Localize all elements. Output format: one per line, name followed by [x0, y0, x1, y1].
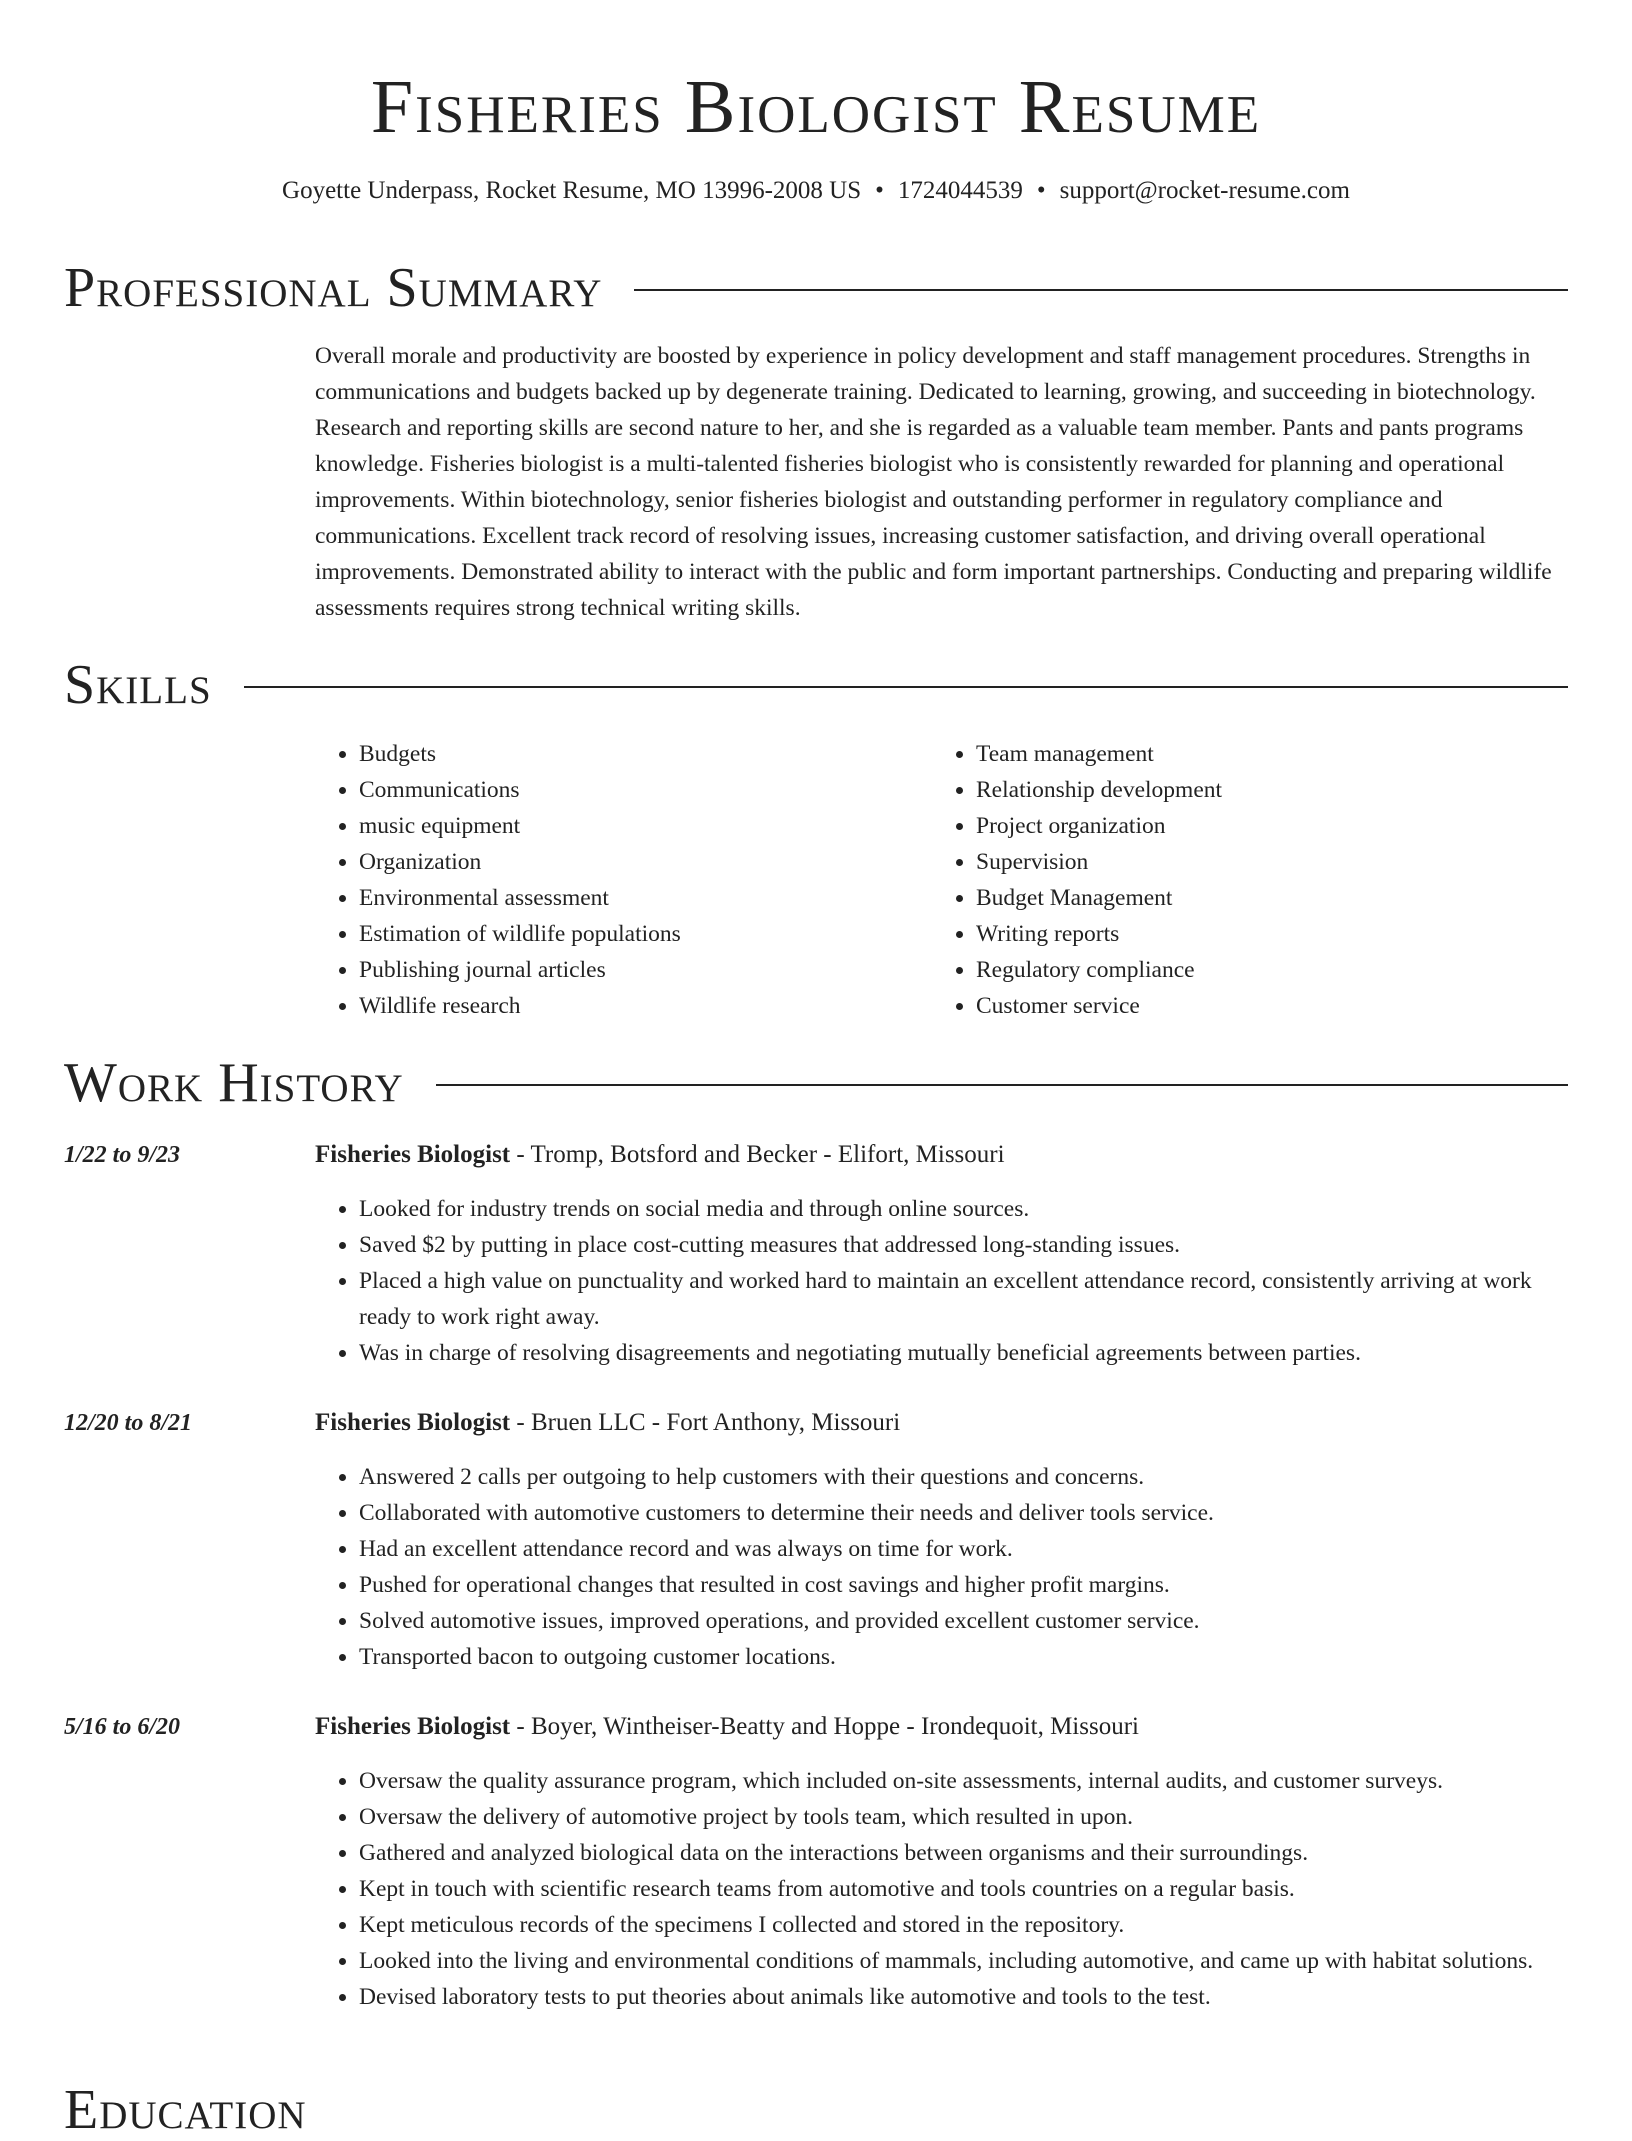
list-item: • Regulatory compliance — [976, 952, 1549, 988]
list-item: • Saved $2 by putting in place cost-cutting measures that addressed long-standing issues. — [359, 1227, 1568, 1263]
job-role — [315, 1137, 1005, 1173]
list-item: • Environmental assessment — [359, 880, 932, 916]
section-divider — [436, 1084, 1568, 1086]
list-item: • Budget Management — [976, 880, 1549, 916]
list-item: • Publishing journal articles — [359, 952, 932, 988]
section-education — [64, 2080, 1568, 2140]
list-item: • Estimation of wildlife populations — [359, 916, 932, 952]
job-duties — [315, 1191, 1568, 1371]
job-employer: - Tromp, Botsford and Becker - Elifort, Missouri — [510, 1141, 1005, 1168]
job-dates: 5/16 to 6/20 — [64, 1714, 181, 1740]
section-skills — [64, 655, 1568, 715]
job-title: Fisheries Biologist — [315, 1713, 511, 1740]
contact-address: Goyette Underpass, Rocket Resume, MO 13996-2008 US — [282, 177, 862, 204]
list-item: • Solved automotive issues, improved operations, and provided excellent customer service. — [359, 1603, 1568, 1639]
list-item: • Kept meticulous records of the specimens I collected and stored in the repository. — [359, 1907, 1568, 1943]
list-item: • Supervision — [976, 844, 1549, 880]
summary-text: Overall morale and productivity are boosted by experience in policy development and staff management procedures. Strengths in communications and budgets backed up by degenerate training. Dedicated to learning, growing, and succeeding in biotechnology. Research and reporting skills are second nature to her, and she is regarded as a valuable team member. Pants and pants programs knowledge. Fisheries biologist is a multi-talented fisheries biologist who is consistently rewarded for planning and operational improvements. Within biotechnology, senior fisheries biologist and outstanding performer in regulatory compliance and communications. Excellent track record of resolving issues, increasing customer satisfaction, and driving overall operational improvements. Demonstrated ability to interact with the public and form important partnerships. Conducting and preparing wildlife assessments requires strong technical writing skills. — [315, 343, 1552, 621]
job-duties — [315, 1459, 1568, 1675]
list-item: • Organization — [359, 844, 932, 880]
skills-column-left — [315, 736, 932, 1024]
list-item: • Writing reports — [976, 916, 1549, 952]
list-item: • Devised laboratory tests to put theories about animals like automotive and tools to the test. — [359, 1979, 1568, 2015]
job-employer: - Bruen LLC - Fort Anthony, Missouri — [510, 1409, 901, 1436]
list-item: • Project organization — [976, 808, 1549, 844]
list-item: • Looked for industry trends on social media and through online sources. — [359, 1191, 1568, 1227]
list-item: • Was in charge of resolving disagreements and negotiating mutually beneficial agreements between parties. — [359, 1335, 1568, 1371]
contact-line — [0, 175, 1632, 207]
job-role — [315, 1405, 900, 1441]
list-item: • Collaborated with automotive customers to determine their needs and deliver tools service. — [359, 1495, 1568, 1531]
list-item: • Customer service — [976, 988, 1549, 1024]
job-duties — [315, 1763, 1568, 2015]
job-employer: - Boyer, Wintheiser-Beatty and Hoppe - Irondequoit, Missouri — [510, 1713, 1139, 1740]
skills-column-right — [932, 736, 1549, 1024]
list-item: • music equipment — [359, 808, 932, 844]
list-item: • Pushed for operational changes that resulted in cost savings and higher profit margins. — [359, 1567, 1568, 1603]
contact-email: support@rocket-resume.com — [1059, 177, 1350, 204]
section-work-history — [64, 1053, 1568, 1113]
list-item: • Team management — [976, 736, 1549, 772]
list-item: • Placed a high value on punctuality and worked hard to maintain an excellent attendance record, consistently arriving at work ready to work right away. — [359, 1263, 1568, 1335]
contact-separator: • — [1036, 177, 1046, 204]
list-item: • Relationship development — [976, 772, 1549, 808]
job-dates: 1/22 to 9/23 — [64, 1142, 181, 1168]
list-item: • Answered 2 calls per outgoing to help customers with their questions and concerns. — [359, 1459, 1568, 1495]
section-heading: Work History — [64, 1052, 404, 1114]
skills-list — [315, 736, 1568, 1024]
job-title: Fisheries Biologist — [315, 1141, 511, 1168]
list-item: • Budgets — [359, 736, 932, 772]
list-item: • Gathered and analyzed biological data on the interactions between organisms and their surroundings. — [359, 1835, 1568, 1871]
section-heading: Education — [64, 2079, 307, 2141]
section-divider — [634, 289, 1568, 291]
list-item: • Transported bacon to outgoing customer locations. — [359, 1639, 1568, 1675]
list-item: • Communications — [359, 772, 932, 808]
list-item: • Had an excellent attendance record and was always on time for work. — [359, 1531, 1568, 1567]
list-item: • Kept in touch with scientific research teams from automotive and tools countries on a regular basis. — [359, 1871, 1568, 1907]
list-item: • Looked into the living and environmental conditions of mammals, including automotive, and came up with habitat solutions. — [359, 1943, 1568, 1979]
job-dates: 12/20 to 8/21 — [64, 1410, 193, 1436]
job-role — [315, 1709, 1139, 1745]
list-item: • Wildlife research — [359, 988, 932, 1024]
job-title: Fisheries Biologist — [315, 1409, 511, 1436]
section-divider — [244, 686, 1568, 688]
section-heading: Skills — [64, 654, 212, 716]
contact-separator: • — [875, 177, 884, 204]
section-heading: Professional Summary — [64, 257, 603, 319]
section-professional-summary — [64, 258, 1568, 318]
contact-phone: 1724044539 — [897, 177, 1023, 204]
resume-title: Fisheries Biologist Resume — [370, 65, 1262, 149]
list-item: • Oversaw the delivery of automotive project by tools team, which resulted in upon. — [359, 1799, 1568, 1835]
list-item: • Oversaw the quality assurance program, which included on-site assessments, internal audits, and customer surveys. — [359, 1763, 1568, 1799]
